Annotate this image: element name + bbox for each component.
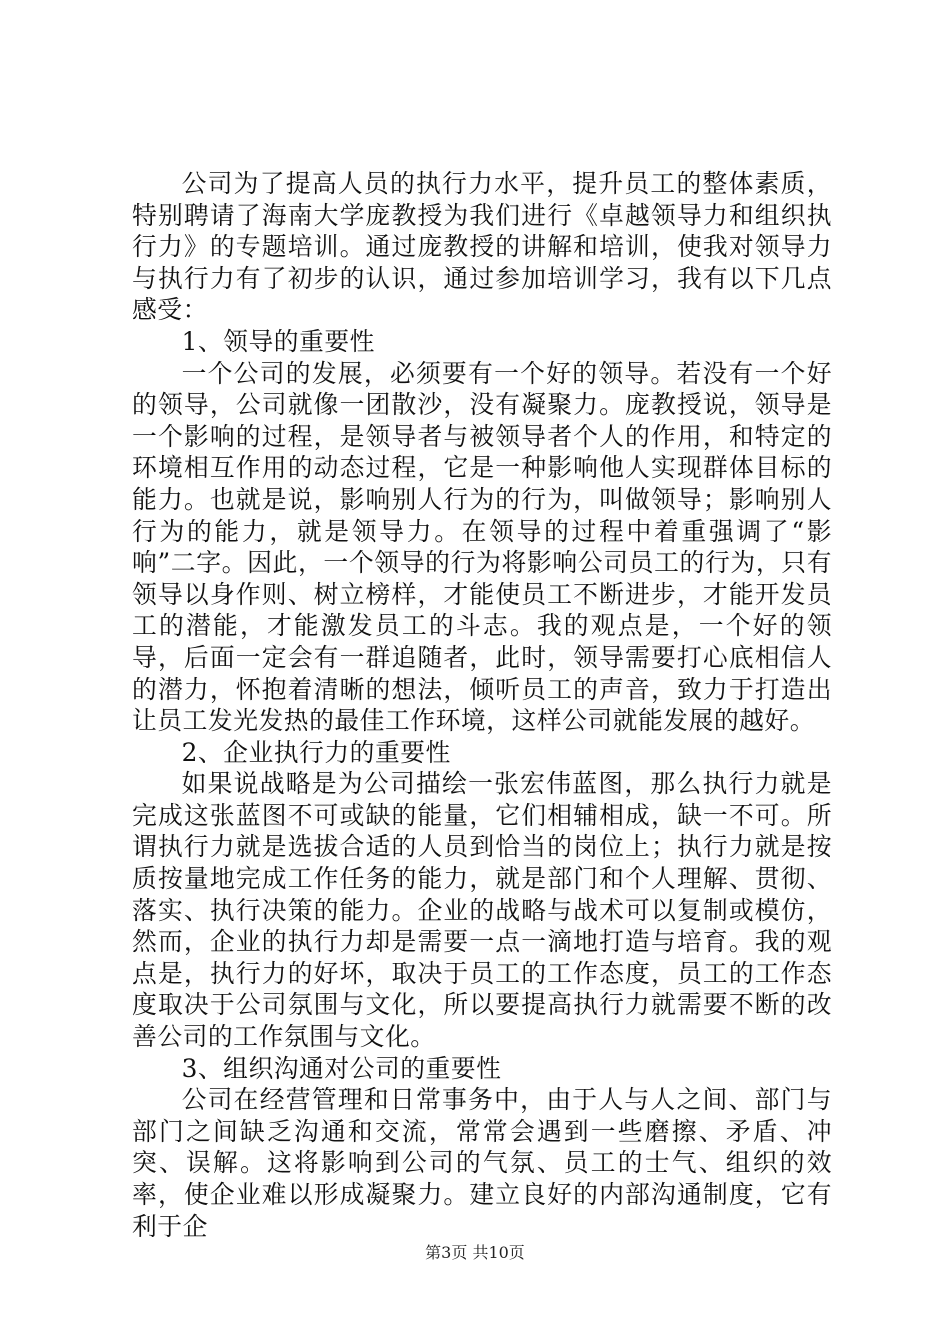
- section-heading-communication: 3、组织沟通对公司的重要性: [181, 1053, 502, 1083]
- section-heading-leadership: 1、领导的重要性: [181, 326, 375, 356]
- document-body: [132, 168, 832, 1242]
- page-number-footer: 第3页 共10页: [425, 1243, 525, 1262]
- section-heading-execution: 2、企业执行力的重要性: [181, 737, 451, 767]
- leadership-paragraph: 一个公司的发展，必须要有一个好的领导。若没有一个好的领导，公司就像一团散沙，没有凝聚力。庞教授说，领导是一个影响的过程，是领导者与被领导者个人的作用，和特定的环境相互作用的动态过程，它是一种影响他人实现群体目标的能力。也就是说，影响别人行为的行为，叫做领导；影响别人行为的能力，就是领导力。在领导的过程中着重强调了“影响”二字。因此，一个领导的行为将影响公司员工的行为，只有领导以身作则、树立榜样，才能使员工不断进步，才能开发员工的潜能，才能激发员工的斗志。我的观点是，一个好的领导，后面一定会有一群追随者，此时，领导需要打心底相信人的潜力，怀抱着清晰的想法，倾听员工的声音，致力于打造出让员工发光发热的最佳工作环境，这样公司就能发展的越好。: [132, 358, 832, 736]
- communication-paragraph: 公司在经营管理和日常事务中，由于人与人之间、部门与部门之间缺乏沟通和交流，常常会遇到一些磨擦、矛盾、冲突、误解。这将影响到公司的气氛、员工的士气、组织的效率，使企业难以形成凝聚力。建立良好的内部沟通制度，它有利于企: [132, 1085, 832, 1241]
- execution-paragraph: 如果说战略是为公司描绘一张宏伟蓝图，那么执行力就是完成这张蓝图不可或缺的能量，它们相辅相成，缺一不可。所谓执行力就是选拔合适的人员到恰当的岗位上；执行力就是按质按量地完成工作任务的能力，就是部门和个人理解、贯彻、落实、执行决策的能力。企业的战略与战术可以复制或模仿，然而，企业的执行力却是需要一点一滴地打造与培育。我的观点是，执行力的好坏，取决于员工的工作态度，员工的工作态度取决于公司氛围与文化，所以要提高执行力就需要不断的改善公司的工作氛围与文化。: [132, 769, 832, 1052]
- intro-paragraph: 公司为了提高人员的执行力水平，提升员工的整体素质，特别聘请了海南大学庞教授为我们进行《卓越领导力和组织执行力》的专题培训。通过庞教授的讲解和培训，使我对领导力与执行力有了初步的认识，通过参加培训学习，我有以下几点感受：: [132, 169, 832, 325]
